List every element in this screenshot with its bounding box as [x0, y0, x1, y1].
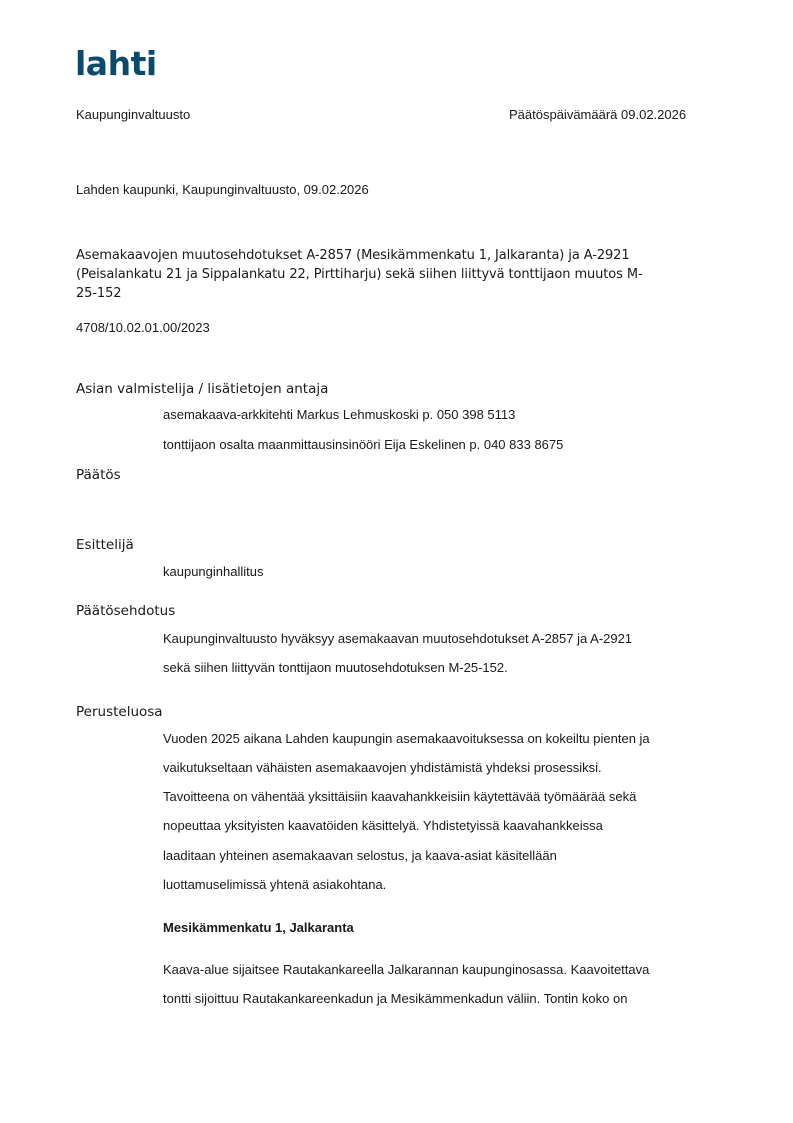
- preparer-heading: Asian valmistelija / lisätietojen antaja: [76, 381, 329, 397]
- decision-date: Päätöspäivämäärä 09.02.2026: [509, 107, 687, 122]
- justification-line: nopeuttaa yksityisten kaavatöiden käsittelyä. Yhdistetyissä kaavahankkeissa: [163, 818, 603, 833]
- sub-paragraph-line: Kaava-alue sijaitsee Rautakankareella Jalkarannan kaupunginosassa. Kaavoitettava: [163, 962, 650, 977]
- proposal-line: sekä siihen liittyvän tonttijaon muutosehdotuksen M-25-152.: [163, 660, 508, 675]
- justification-line: Vuoden 2025 aikana Lahden kaupungin asemakaavoituksessa on kokeiltu pienten ja: [163, 731, 650, 746]
- justification-line: laaditaan yhteinen asemakaavan selostus, ja kaava-asiat käsitellään: [163, 848, 557, 863]
- justification-line: luottamuselimissä yhtenä asiakohtana.: [163, 877, 387, 892]
- lahti-logo: lahti: [75, 44, 157, 83]
- decision-heading: Päätös: [76, 467, 121, 483]
- justification-line: Tavoitteena on vähentää yksittäisiin kaavahankkeisiin käytettävää työmäärää sekä: [163, 789, 637, 804]
- organ-name: Kaupunginvaltuusto: [76, 107, 191, 122]
- subheading-mesikammenkatu: Mesikämmenkatu 1, Jalkaranta: [163, 920, 354, 935]
- title-line: 25-152: [76, 286, 122, 301]
- preparer-line: asemakaava-arkkitehti Markus Lehmuskoski p. 050 398 5113: [163, 407, 516, 422]
- preparer-line: tonttijaon osalta maanmittausinsinööri Eija Eskelinen p. 040 833 8675: [163, 437, 564, 452]
- sub-paragraph-line: tontti sijoittuu Rautakankareenkadun ja Mesikämmenkadun väliin. Tontin koko on: [163, 991, 628, 1006]
- presenter-heading: Esittelijä: [76, 537, 134, 553]
- presenter-value: kaupunginhallitus: [163, 564, 264, 579]
- document-title: [76, 246, 726, 303]
- title-line: Asemakaavojen muutosehdotukset A-2857 (Mesikämmenkatu 1, Jalkaranta) ja A-2921: [76, 248, 630, 263]
- proposal-line: Kaupunginvaltuusto hyväksyy asemakaavan muutosehdotukset A-2857 ja A-2921: [163, 631, 633, 646]
- justification-line: vaikutukseltaan vähäisten asemakaavojen yhdistämistä yhdeksi prosessiksi.: [163, 760, 602, 775]
- justification-heading: Perusteluosa: [76, 704, 163, 720]
- meeting-line: Lahden kaupunki, Kaupunginvaltuusto, 09.02.2026: [76, 182, 369, 197]
- record-number: 4708/10.02.01.00/2023: [76, 320, 210, 335]
- proposal-heading: Päätösehdotus: [76, 603, 176, 619]
- title-line: (Peisalankatu 21 ja Sippalankatu 22, Pirttiharju) sekä siihen liittyvä tonttijaon muutos M-: [76, 267, 643, 282]
